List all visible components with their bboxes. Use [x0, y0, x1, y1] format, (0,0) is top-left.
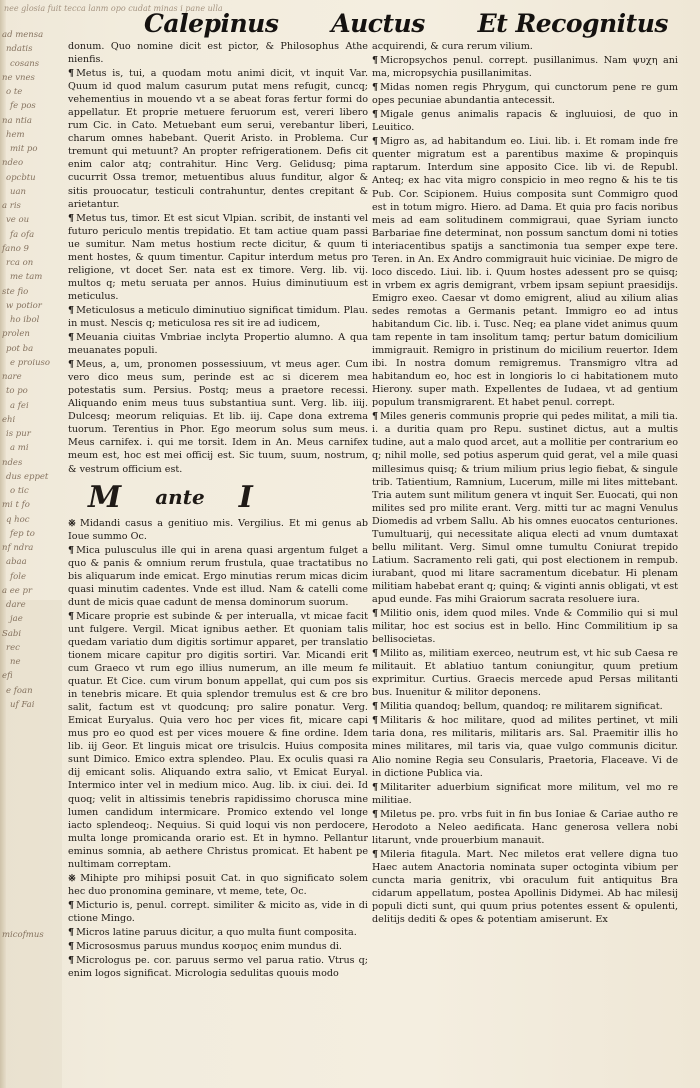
dictionary-entry: [68, 358, 368, 475]
dictionary-entry: [372, 848, 678, 926]
dictionary-entry: [68, 67, 368, 211]
left-column: [68, 40, 368, 981]
pilcrow-mark: ¶: [372, 109, 379, 121]
pilcrow-mark: ¶: [372, 55, 379, 67]
dictionary-entry: [372, 54, 678, 80]
margin-note: dus eppet: [6, 471, 49, 482]
margin-note: ehi: [2, 414, 16, 425]
dictionary-entry: [372, 714, 678, 779]
pilcrow-mark: ¶: [68, 332, 75, 344]
pilcrow-mark: ¶: [372, 648, 379, 660]
entry-text: Meuania ciuitas Vmbriae inclyta Propertio alumno. A qua meuanates populi.: [68, 332, 368, 357]
margin-note: is pur: [6, 429, 31, 440]
margin-note: pot ba: [6, 343, 34, 354]
dictionary-entry: [372, 81, 678, 107]
dictionary-entry: [372, 607, 678, 646]
dictionary-entry: [68, 212, 368, 303]
margin-note: ste fio: [2, 286, 29, 297]
pilcrow-mark: ¶: [372, 848, 379, 860]
running-header: [60, 6, 690, 38]
entry-text: Miles generis communis proprie qui pedes militat, a mili tia. i. a duritia quam pro Repu. sustinet dictus, aut a multis tudine, aut a malo quod arcet, aut a mollitie per contrarium eo q; nihil molle, sed potius asperum quid gerat, vel a mile quasi millesimus quisq; & trium milium prius legio fiebat, & singule trib. Tatientium, Ramnium, Lucerum, mille mi lites mittebant. Tria autem sunt militum genera vt inquit Ser. Euocati, qui non milites sed pro milite erant. Verg. mitti tur ac magni Venulus Diomedis ad vrbem Sallu. Ab his omnes euocatos centuriones. Tumultuarij, qui necessitate aliqua electi ad vnum dumtaxat bellu militant. Verg. Simul omne tumultu Coniurat trepido Latium. Sacramento reli gati, qui post electionem in rempub. iurabant, quod mi litare sacramentum dicebatur. Hi plenam militiam habebat erant q; quinq; & viginti annis obligati, vt est apud eunde. Fas mihi Graiorum sacrata resoluere iura.: [372, 411, 678, 605]
pilcrow-mark: ¶: [372, 781, 379, 793]
entry-text: Mileria fitagula. Mart. Nec miletos erat vellere digna tuo Haec autem Anactoria nominata super octoginta vibium per cuncta maria genitrix, vbi oraculum fuit antiquitus Bra cidarum appellatum, postea Apollinis Didymei. Ab hac milesij populi dicti sunt, qui quum prius potentes essent & opulenti, delitijs dediti & opes & potentiam amiserunt. Ex: [372, 848, 678, 926]
margin-note: w potior: [6, 300, 42, 311]
margin-note: e proiuso: [10, 357, 51, 368]
margin-note: e foan: [6, 685, 33, 696]
entry-text: Midas nomen regis Phrygum, qui cunctorum pene re gum opes pecuniae abundantia antecessit.: [372, 82, 678, 107]
page-stain: [0, 600, 62, 1088]
margin-note: uan: [10, 186, 27, 197]
entry-text: Meus, a, um, pronomen possessiuum, vt meus ager. Cum vero dico meus sum, perinde est ac si dicerem mea potestatis sum. Persius. Postq; meus a praetore recessi. Aliquando enim meus tuus substantiua sunt. Verg. lib. iiij. Dulcesq; meorum reliquias. Et lib. iij. Cape dona extrema tuorum. Terentius in Phor. Ego meorum solus sum meus. Meus carnifex. i. qui me torsit. Idem in An. Meus carnifex meum est, hoc est mei officij est. Sic tuum, suum, nostrum, & vestrum officium est.: [68, 359, 368, 475]
margin-note: a mi: [10, 443, 29, 454]
margin-note: fep to: [10, 528, 35, 539]
pilcrow-mark: ¶: [68, 927, 75, 938]
entry-text: Milito as, militiam exerceo, neutrum est, vt hic sub Caesa re militauit. Et ablatiuo tantum coniungitur, quum pretium exprimitur. Curtius. Graecis mercede apud Persas militanti bus. Inuenitur & militor deponens.: [372, 648, 678, 699]
entry-text: Mihipte pro mihipsi posuit Cat. in quo significato solem hec duo pronomina geminare, vt meme, tete, Oc.: [68, 872, 368, 897]
margin-note: abaa: [6, 557, 27, 568]
right-column-entries: [372, 40, 678, 926]
pilcrow-mark: ※: [68, 872, 79, 884]
dictionary-entry: [68, 331, 368, 357]
margin-note: prolen: [2, 329, 30, 340]
divider-letter-m: M: [88, 479, 122, 515]
dictionary-entry: [372, 781, 678, 807]
left-column-bottom-entries: [68, 517, 368, 981]
dictionary-entry: [68, 926, 368, 939]
margin-note: mit po: [10, 144, 38, 155]
entry-text: acquirendi, & cura rerum vilium.: [372, 41, 533, 52]
entry-text: Migro as, ad habitandum eo. Liui. lib. i. Et romam inde fre quenter migratum est a parentibus maxime & propinquis raptarum. Interdum sine apposito Cice. lib vi. de Republ. Anteq; ex hac vita migro conspicio in meo regno & his te tis Pub. Cor. Scipionem. Huius composita sunt Commigro quod est in totum migro. Hiero. ad Dama. Et quia pro facis noribus meis ad eam solitudinem commigraui, quae Syriam iuncto Barbariae fine determinat, non possum sanctum domi ni toties interiacentibus spatijs a sanctimonia tua semper expe tere. Teren. in An. Ex Andro commigrauit huic viciniae. De migro de loco discedo. Liui. lib. i. Quum hostes adessent pro se quisq; in vrbem ex agris demigrant, vrbem ipsam sepiunt praesidijs. Emigro exeo. Caesar vt domo emigrent, aliud au xilium alias sedes remotas a Germanis petant. Immigro eo ad intus habitandum Cic. lib. i. Tusc. Neq; ea plane videt animus quum tam repente in tam insolitum tamq; pertur batum domicilium immigrauit. Remigro in pristinum do micilium reuertor. Idem ibi. In nostra domum remigremus. Transmigro vltra ad habitandum eo, hoc est in longioris lo ci habitationem muto Hierony. super math. Expellentes de Iudaea, vt ad gentium populum transmigrarent. Et habet penul. corrept.: [372, 136, 678, 409]
margin-note: nare: [2, 372, 22, 383]
dictionary-entry: [372, 40, 678, 53]
header-word-auctus: Auctus: [331, 9, 425, 38]
dictionary-entry: [68, 610, 368, 871]
entry-text: Micare proprie est subinde & per interualla, vt micae facit unt fulgere. Vergil. Micat ignibus aether. Et quoniam talis quedam variatio dum digitis sortimur apparet, per translatio tionem micare capitur pro digitis sortiri. Var. Micandi erit cum Graeco vt rum ego illius numerum, an ille meum fe quatur. Et Cice. cum virum bonum appellat, qui cum pos sis in tenebris micare. Et quia splendor tremulus est & cre bro salit, factum est vt quodcunq; pro salire ponatur. Verg. Emicat Euryalus. Quia vero hoc per vices fit, micare capi mus pro eo quod est per vices mouere & fine ordine. Idem lib. iij Geor. Et linguis micat ore trisulcis. Huius composita sunt Dimico. Emico extra splendeo. Plau. Ex oculis quasi ra dij emicant solis. Aliquando extra salio, vt Emicat Euryal. Intermico inter vel in medium mico. Aug. lib. ix ciui. dei. Id quoq; velit in altissimis tenebris rapidissimo chorusca mine lumen candidum intermicare. Promico extendo vel longe iacto splendeoq;. Nequius. Si quid loqui vis non perdocere, multa longe promicanda orario est. Et in hymno. Pellantur eminus somnia, ab aethere Christus promicat. Et habent pe nultimam correptam.: [68, 610, 368, 870]
margin-note: rca on: [6, 258, 34, 269]
pilcrow-mark: ¶: [372, 808, 379, 820]
pilcrow-mark: ¶: [68, 955, 75, 967]
section-divider-m-ante-i: [68, 477, 368, 517]
margin-note: fole: [10, 571, 27, 582]
margin-note: o tic: [10, 486, 29, 497]
pilcrow-mark: ¶: [68, 212, 75, 224]
margin-note: ndatis: [6, 44, 33, 55]
entry-text: Micros latine paruus dicitur, a quo multa fiunt composita.: [76, 927, 357, 938]
entry-text: Militariter aduerbium significat more militum, vel mo re militiae.: [372, 781, 678, 806]
margin-note: cosans: [10, 58, 40, 69]
divider-word-ante: ante: [155, 485, 205, 510]
entry-text: Metus is, tui, a quodam motu animi dicit, vt inquit Var. Quum id quod malum casurum putat mens refugit, cuncq; vehementius in mouendo vt a se abeat foras fertur formi do appellatur. Et proprie metuere feruorum est, vereri libero rum Cic. in Cato. Metuebant eum serui, verebantur liberi, charum omnes habebant. Querit Aristo. in Problema. Cur tremunt qui metuunt? An propter refrigerationem. Defis cit enim calor atq; contrahitur. Hinc Verg. Gelidusq; pima cucurrit Ossa tremor, metuentibus aluus funditur, algor & sitis prouocatur, testiculi contrahuntur, dentes crepitant & arietantur.: [68, 68, 368, 210]
entry-text: Militio onis, idem quod miles. Vnde & Commilio qui si mul militar, hoc est socius est in bello. Hinc Commilitium ip sa bellisocietas.: [372, 608, 678, 646]
margin-note: efi: [2, 671, 13, 682]
margin-note: hem: [6, 129, 25, 140]
pilcrow-mark: ¶: [68, 941, 75, 953]
dictionary-entry: [372, 647, 678, 699]
margin-note: opcbtu: [6, 172, 36, 183]
pilcrow-mark: ¶: [372, 701, 379, 713]
pilcrow-mark: ¶: [68, 68, 75, 80]
margin-note: a ee pr: [2, 585, 33, 596]
pilcrow-mark: ※: [68, 517, 79, 529]
pilcrow-mark: ¶: [372, 608, 379, 620]
dictionary-entry: [68, 940, 368, 953]
margin-note: fe pos: [10, 101, 36, 112]
margin-note: fano 9: [2, 243, 29, 254]
dictionary-entry: [372, 108, 678, 134]
entry-text: Micrososmus paruus mundus κοσμος enim mundus di.: [76, 941, 342, 953]
pilcrow-mark: ¶: [68, 304, 75, 316]
entry-text: Micropsychos penul. corrept. pusillanimus. Nam ψυχη ani ma, micropsychia pusillanimitas.: [372, 55, 678, 80]
entry-text: Metus tus, timor. Et est sicut Vlpian. scribit, de instanti vel futuro periculo mentis trepidatio. Et tam actiue quam passi ue sumitur. Nam metus hostium recte dicitur, & quum ti ment hostes, & quum timentur. Capitur interdum metus pro religione, vt docet Ser. nata est ex timore. Verg. lib. vij. multos q; metu seruata per annos. Huius diminutiuum est meticulus.: [68, 212, 368, 302]
margin-note: o te: [6, 87, 23, 98]
margin-note: ne vnes: [2, 72, 35, 83]
entry-text: Midandi casus a genitiuo mis. Vergilius. Et mi genus ab Ioue summo Oc.: [68, 517, 368, 542]
pilcrow-mark: ¶: [372, 136, 379, 148]
header-word-recognitus: Et Recognitus: [477, 9, 668, 38]
left-column-top-entries: [68, 40, 368, 476]
dictionary-entry: [68, 40, 368, 66]
right-column: [372, 40, 678, 927]
margin-note: na ntia: [2, 115, 32, 126]
dictionary-entry: [372, 135, 678, 409]
margin-note: dare: [6, 600, 26, 611]
entry-text: Micrologus pe. cor. paruus sermo vel parua ratio. Vtrus q; enim logos significat. Micrologia sedulitas quouis modo: [68, 955, 368, 980]
dictionary-entry: [68, 304, 368, 330]
header-word-calepinus: Calepinus: [144, 9, 279, 38]
margin-note: me tam: [10, 272, 43, 283]
pilcrow-mark: ¶: [372, 411, 379, 423]
margin-note: a ris: [2, 201, 21, 212]
dictionary-entry: [68, 517, 368, 543]
pilcrow-mark: ¶: [68, 359, 75, 371]
margin-note: Sabi: [2, 628, 22, 639]
dictionary-entry: [68, 954, 368, 980]
margin-note: ndeo: [2, 158, 24, 169]
pilcrow-mark: ¶: [372, 715, 379, 727]
top-scribble-text: nee glosia fuit tecca lanm opo cudat minas i pane ulla: [4, 4, 223, 13]
dictionary-entry: [68, 899, 368, 925]
entry-text: Mica pulusculus ille qui in arena quasi argentum fulget a quo & panis & omnium rerum frustula, quae tractatibus no bis aliquarum inde emicat. Ergo minutias rerum micas dicim quasi minutim cadentes. Vnde est illud. Nam & catelli come dunt de micis quae cadunt de mensa dominorum suorum.: [68, 544, 368, 608]
dictionary-entry: [68, 544, 368, 609]
dictionary-entry: [372, 808, 678, 847]
margin-note: mi t fo: [2, 500, 30, 511]
pilcrow-mark: ¶: [68, 610, 75, 622]
margin-note: nf ndra: [2, 543, 34, 554]
margin-note: ho ibol: [10, 315, 40, 326]
entry-text: Meticulosus a meticulo diminutiuo significat timidum. Plau. in must. Nescis q; meticulosa res sit ire ad iudicem,: [68, 304, 368, 329]
margin-note: q hoc: [6, 514, 30, 525]
margin-note: ne: [10, 657, 21, 668]
margin-note: micofmus: [2, 930, 44, 940]
pilcrow-mark: ¶: [372, 82, 379, 94]
margin-note: ndes: [2, 457, 23, 468]
entry-text: donum. Quo nomine dicit est pictor, & Philosophus Athe nienfis.: [68, 41, 368, 66]
divider-letter-i: I: [238, 479, 253, 515]
margin-note: uf Fai: [10, 700, 35, 710]
pilcrow-mark: ¶: [68, 899, 75, 911]
entry-text: Militia quandoq; bellum, quandoq; re militarem significat.: [380, 701, 663, 713]
margin-note: ad mensa: [2, 30, 44, 40]
dictionary-entry: [372, 410, 678, 606]
margin-note: rec: [6, 642, 20, 653]
dictionary-entry: [68, 872, 368, 898]
entry-text: Micturio is, penul. corrept. similiter & micito as, vide in di ctione Mingo.: [68, 899, 368, 924]
dictionary-entry: [372, 700, 678, 713]
entry-text: Militaris & hoc militare, quod ad milites pertinet, vt mili taria dona, res militaris, militaris ars. Sal. Praemitir illis ho mines militares, mil taris via, quae vulgo communis dicitur. Alio nomine Regia seu Consularis, Praetoria, Flaceave. Vi de in dictione Publica via.: [372, 715, 678, 779]
entry-text: Migale genus animalis rapacis & ingluuiosi, de quo in Leuitico.: [372, 109, 678, 134]
margin-note: to po: [6, 386, 28, 397]
margin-note: fa ofa: [10, 229, 35, 240]
margin-note: a fei: [10, 400, 29, 411]
entry-text: Miletus pe. pro. vrbs fuit in fin bus Ioniae & Cariae autho re Herodoto a Neleo aedificata. Hanc generosa vellera nobi litarunt, vnde prouerbium manauit.: [372, 808, 678, 846]
margin-note: jae: [10, 614, 23, 625]
pilcrow-mark: ¶: [68, 544, 75, 556]
margin-note: ve ou: [6, 215, 30, 226]
